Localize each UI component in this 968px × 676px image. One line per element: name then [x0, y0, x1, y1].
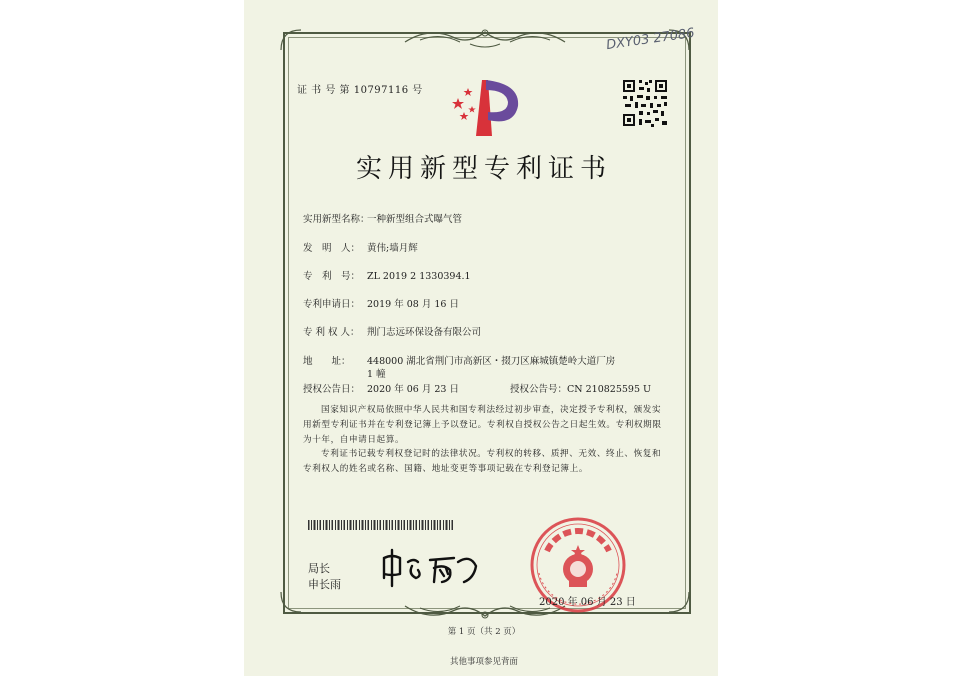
field-label: 发 明 人：: [303, 243, 361, 254]
grant-statement-paragraph: 国家知识产权局依照中华人民共和国专利法经过初步审查，决定授予专利权，颁发实用新型专利证书并在专利登记簿上予以登记。专利权自授权公告之日起生效。专利权期限为十年，自申请日起算。: [303, 405, 662, 445]
footer-note: 其他事项参见背面: [449, 657, 518, 667]
field-value: 2020 年 06 月 23 日: [367, 384, 459, 395]
corner-ornament-bottom-left: [279, 590, 303, 614]
field-address: [303, 353, 615, 367]
field-value: 荆门志远环保设备有限公司: [367, 327, 482, 338]
legal-status-paragraph: 专利证书记载专利权登记时的法律状况。专利权的转移、质押、无效、终止、恢复和专利权人的姓名或名称、国籍、地址变更等事项记载在专利登记簿上。: [303, 449, 662, 474]
handwritten-note: DXY03 27086: [605, 25, 696, 54]
field-value: ZL 2019 2 1330394.1: [367, 271, 471, 282]
field-label: 实用新型名称：: [303, 214, 370, 225]
certificate-number: 证 书 号 第 10797116 号: [297, 85, 423, 96]
director-title: 局长: [308, 562, 330, 575]
field-filing-date: [303, 296, 459, 310]
barcode-icon: [308, 520, 454, 530]
field-label: 授权公告日：: [303, 384, 361, 395]
page-number: 第 1 页（共 2 页）: [447, 627, 521, 637]
field-value: 448000 湖北省荆门市高新区・掇刀区麻城镇楚岭大道厂房: [367, 356, 616, 367]
cnipa-logo-icon: [448, 76, 524, 138]
certificate-title: 实用新型专利证书: [355, 154, 612, 184]
field-label: 专利申请日：: [303, 299, 361, 310]
field-inventor: [303, 240, 418, 254]
corner-ornament-top-left: [279, 28, 303, 52]
field-value: 黄伟;墙月辉: [367, 243, 418, 254]
field-value: CN 210825595 U: [567, 384, 652, 395]
field-grant-date: [303, 381, 459, 395]
director-signature: [378, 544, 488, 590]
field-utility-model-name: [303, 211, 462, 225]
director-name: 申长雨: [308, 578, 341, 591]
field-patentee: [303, 324, 481, 338]
seal-date: 2020 年 06 月 23 日: [539, 597, 636, 608]
field-label: 专 利 权 人：: [303, 327, 360, 338]
corner-ornament-bottom-right: [667, 590, 691, 614]
field-label: 专 利 号：: [303, 271, 361, 282]
field-value: 2019 年 08 月 16 日: [367, 299, 459, 310]
qr-code-icon: [621, 78, 669, 128]
field-label: 地 址：: [303, 356, 351, 367]
field-grant-number: [510, 381, 651, 395]
field-patent-number: [303, 268, 471, 282]
top-ornament: [400, 24, 570, 50]
field-value: 一种新型组合式曝气管: [367, 214, 463, 225]
field-address-line2: 1 幢: [367, 369, 386, 380]
field-label: 授权公告号：: [510, 384, 568, 395]
